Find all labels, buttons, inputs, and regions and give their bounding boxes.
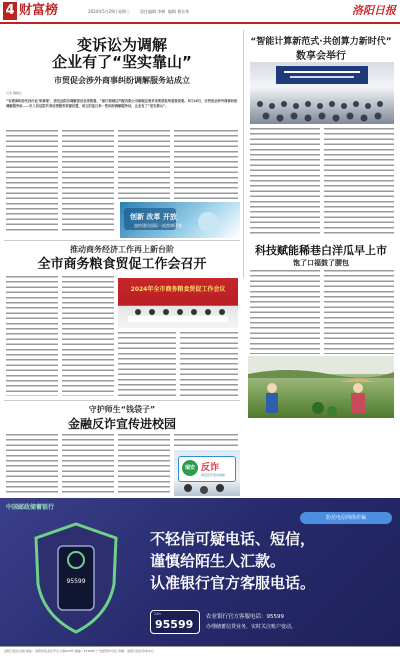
ad-bank-logo: 中国邮政储蓄银行 [6,504,55,511]
page-header [0,0,400,24]
sign-main-text: 反诈 [201,463,220,473]
article3-label: 推动商务经济工作再上新台阶 [70,245,174,254]
article3-banner-text: 2024年全市商务粮食贸促工作会议 [130,286,226,293]
article5-body-col4 [174,434,238,446]
article3-photo [118,278,238,328]
article5-title: 金融反诈宣传进校园 [67,417,176,431]
weekday: 星期三 [118,9,130,14]
article2-photo [250,62,394,124]
article2-subtitle: 数享会举行 [296,51,346,62]
article5-body-col2 [62,434,114,494]
advertisement [0,498,400,646]
article5-label: 守护师生“钱袋子” [88,405,156,414]
sign-sub-text: 同安县平安共同体 [201,473,226,477]
footer-text: 洛阳日报社出版 地址：洛阳市洛龙区开元大道219号 邮编：471000 广告经营许可证 印刷：洛阳日报社印务中心 [4,649,154,653]
article2-body-col2 [324,128,394,236]
article2-title: “智能计算新范式·共创算力新时代” [250,37,392,47]
article3-body-col4 [180,332,238,396]
ad-shield-number: 95599 [66,578,86,585]
art-editor: 编辑 曹宏伟 [168,9,190,14]
article3-body-col3 [118,332,176,396]
article1-body-col1 [6,130,58,234]
editor: 责任编辑 李树 [140,9,166,14]
article1-subtitle: 市贸促会涉外商事纠纷调解服务站成立 [54,76,190,85]
ad-phone-box [150,610,200,634]
article4-body-col2 [324,270,394,354]
page-number: 4 [3,2,17,20]
article3-title: 全市商务粮食贸促工作会召开 [37,257,207,272]
article5-body-col1 [6,434,58,494]
article2-body-col1 [250,128,320,236]
article5-body-col3 [118,434,170,494]
section-divider [4,240,240,241]
sign-left-badge: 瑞安 [182,460,198,476]
section-title: 财富榜 [19,3,59,18]
article1-body-col4 [174,130,238,200]
ad-line1: 不轻信可疑电话、短信， [150,530,316,548]
article1-body-col3 [118,130,170,200]
newspaper-logo: 洛阳日报 [352,4,396,17]
article4-photo [248,356,394,418]
article1-title-line1: 变诉讼为调解 [76,36,167,54]
svg-text:加快建设国际一流营商环境: 加快建设国际一流营商环境 [134,223,182,228]
article1-byline: 记者 魏敏达 [6,91,22,95]
ad-bank-phone-label: 农业银行官方客服电话：95599 [206,614,284,620]
issue-date: 2024年5月29日 [88,9,118,14]
article1-lead: “有商事纠纷先找行业‘和事佬’，我们法院有调解委员会来帮着。”浙江柯城区汽配有限公司副理总要求来要联系所需要说明。5月16日，市贸促会涉外商事纠纷调解服务站……市人民法院共享法律服务资源设置，成立的连日来一些纠纷调解服务站，企业有了“坚实靠山”。 [6,99,238,109]
article4-body-col1 [250,270,320,354]
article4-subtitle: 饱了口福鼓了腰包 [293,259,349,267]
ad-hotline-label: 24h [154,612,161,616]
svg-text:创新 改革 开放: 创新 改革 开放 [130,213,177,221]
article3-body-col1 [6,276,58,396]
ad-badge: 防范电信网络诈骗 [300,512,392,524]
ad-phone-number: 95599 [155,618,194,631]
ad-line3: 认准银行官方客服电话。 [150,574,316,592]
column-divider [243,30,244,278]
section-divider [4,400,240,401]
ad-bank-phone-sub: 办理储蓄信贷业务，实时关注账户变动。 [206,624,297,630]
article1-body-col2 [62,130,114,234]
page-footer [0,646,400,656]
article1-title-line2: 企业有了“坚实靠山” [52,53,192,71]
article4-title: 科技赋能稀巷白洋瓜早上市 [255,244,387,257]
article1-photo [120,202,240,238]
ad-line2: 谨慎给陌生人汇款。 [150,552,286,570]
article5-photo [174,450,240,496]
article3-body-col2 [62,276,114,396]
